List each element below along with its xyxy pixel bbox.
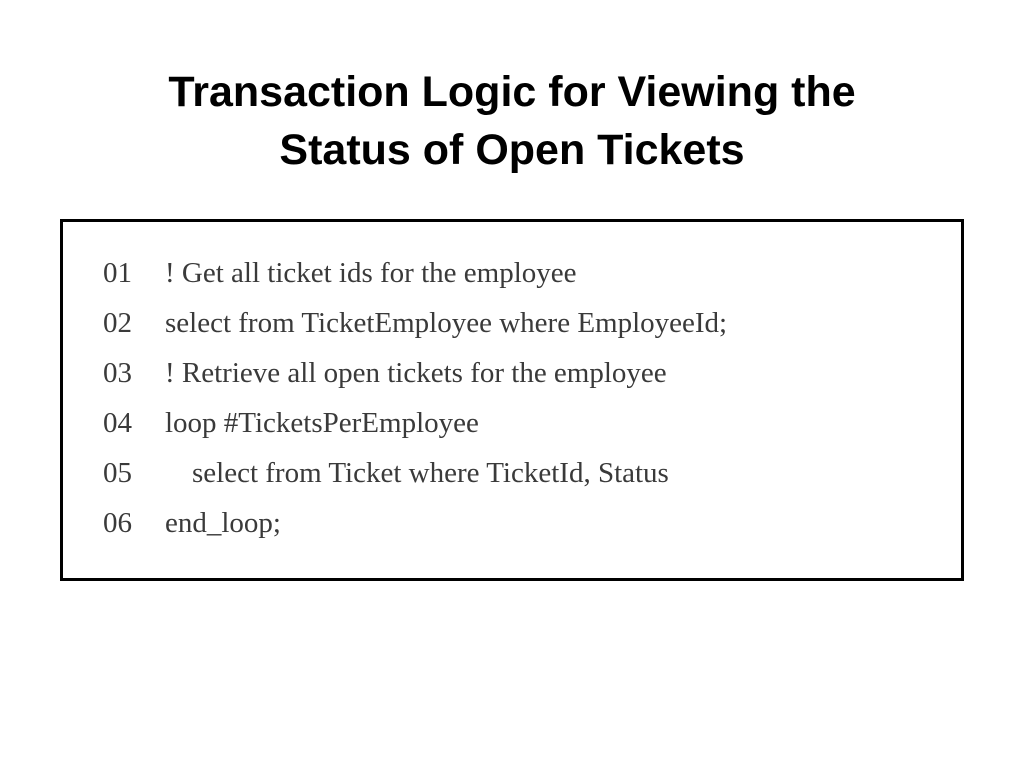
line-text: ! Get all ticket ids for the employee — [165, 257, 577, 289]
code-listing-box — [60, 219, 964, 581]
slide-title-line-1: Transaction Logic for Viewing the — [168, 67, 856, 116]
line-text: select from TicketEmployee where EmployeeId; — [165, 307, 728, 339]
line-number: 04 — [103, 407, 132, 439]
line-text: ! Retrieve all open tickets for the employee — [165, 357, 667, 389]
code-line-05 — [103, 456, 727, 506]
line-number: 06 — [103, 507, 132, 539]
code-line-02 — [103, 306, 727, 356]
line-number: 01 — [103, 257, 132, 289]
code-line-04 — [103, 406, 727, 456]
line-text: select from Ticket where TicketId, Status — [192, 457, 669, 489]
line-text: end_loop; — [165, 507, 281, 539]
code-listing — [103, 256, 727, 556]
line-number: 05 — [103, 457, 132, 489]
code-line-03 — [103, 356, 727, 406]
line-text: loop #TicketsPerEmployee — [165, 407, 479, 439]
slide-title — [0, 63, 1024, 179]
line-number: 02 — [103, 307, 132, 339]
slide-title-line-2: Status of Open Tickets — [279, 125, 745, 174]
code-line-06 — [103, 506, 727, 556]
code-line-01 — [103, 256, 727, 306]
line-number: 03 — [103, 357, 132, 389]
